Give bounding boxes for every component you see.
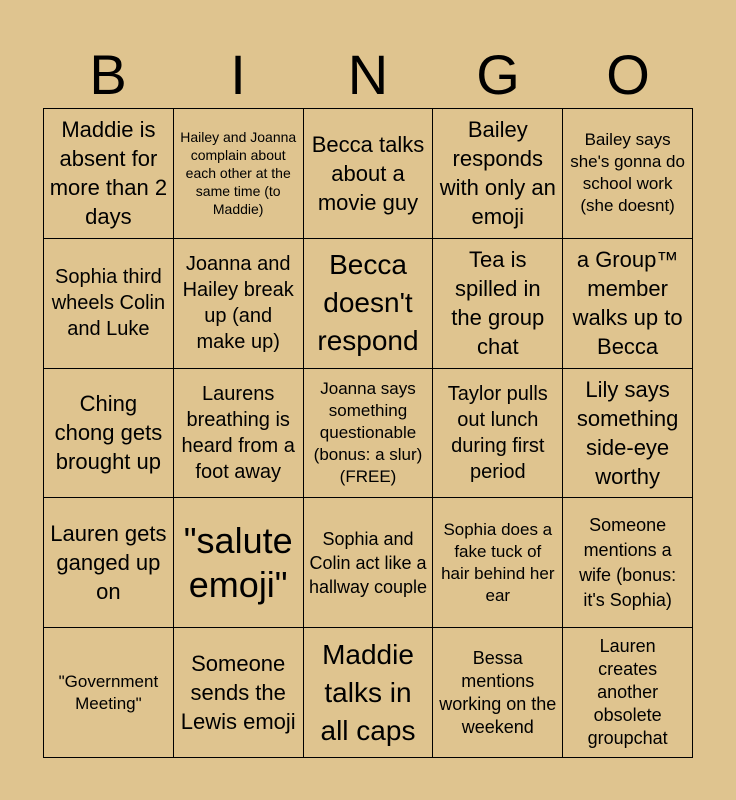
bingo-cell[interactable] bbox=[44, 628, 174, 758]
bingo-cell[interactable] bbox=[304, 109, 434, 239]
bingo-title bbox=[43, 44, 693, 106]
bingo-cell[interactable] bbox=[304, 498, 434, 628]
cell-text: Taylor pulls out lunch during first period bbox=[447, 382, 548, 483]
bingo-cell[interactable] bbox=[563, 239, 693, 369]
cell-text: Sophia and Colin act like a hallway couple bbox=[308, 528, 428, 597]
title-letter-g: G bbox=[476, 43, 520, 106]
bingo-cell[interactable] bbox=[433, 239, 563, 369]
cell-text: Becca doesn't respond bbox=[317, 249, 419, 357]
bingo-cell[interactable] bbox=[44, 369, 174, 499]
cell-text: Someone mentions a wife (bonus: it's Sophia) bbox=[579, 514, 677, 610]
bingo-cell[interactable] bbox=[44, 498, 174, 628]
cell-text: Joanna says something questionable (bonus: a slur) (FREE) bbox=[313, 378, 423, 486]
bingo-cell[interactable] bbox=[433, 109, 563, 239]
bingo-cell[interactable] bbox=[304, 239, 434, 369]
cell-text: Bessa mentions working on the weekend bbox=[439, 647, 557, 737]
bingo-grid bbox=[43, 108, 693, 758]
cell-text: Maddie talks in all caps bbox=[320, 638, 416, 746]
cell-text: "salute emoji" bbox=[183, 519, 293, 605]
bingo-cell[interactable] bbox=[174, 109, 304, 239]
bingo-cell[interactable] bbox=[563, 498, 693, 628]
cell-text: Becca talks about a movie guy bbox=[311, 131, 425, 215]
bingo-cell[interactable] bbox=[174, 498, 304, 628]
cell-text: Ching chong gets brought up bbox=[54, 391, 163, 475]
cell-text: Bailey says she's gonna do school work (she doesnt) bbox=[570, 130, 685, 216]
bingo-cell[interactable] bbox=[563, 628, 693, 758]
bingo-cell[interactable] bbox=[304, 628, 434, 758]
title-letter-o: O bbox=[606, 43, 650, 106]
bingo-cell[interactable] bbox=[563, 109, 693, 239]
cell-text: Sophia does a fake tuck of hair behind her ear bbox=[441, 519, 555, 605]
cell-text: Laurens breathing is heard from a foot away bbox=[181, 382, 295, 483]
bingo-cell[interactable] bbox=[433, 369, 563, 499]
cell-text: Hailey and Joanna complain about each other at the same time (to Maddie) bbox=[180, 129, 297, 218]
cell-text: Lily says something side-eye worthy bbox=[576, 376, 679, 489]
title-letter-i: I bbox=[230, 43, 246, 106]
cell-text: a Group™ member walks up to Becca bbox=[572, 247, 683, 360]
bingo-cell[interactable] bbox=[433, 498, 563, 628]
bingo-cell[interactable] bbox=[174, 239, 304, 369]
cell-text: Bailey responds with only an emoji bbox=[439, 117, 556, 230]
bingo-cell[interactable] bbox=[44, 239, 174, 369]
cell-text: Someone sends the Lewis emoji bbox=[180, 651, 296, 735]
title-letter-b: B bbox=[89, 43, 127, 106]
title-letter-n: N bbox=[347, 43, 389, 106]
cell-text: Lauren creates another obsolete groupchat bbox=[587, 636, 668, 749]
bingo-cell[interactable] bbox=[174, 628, 304, 758]
cell-text: "Government Meeting" bbox=[58, 671, 159, 713]
cell-text: Tea is spilled in the group chat bbox=[451, 247, 545, 360]
cell-text: Lauren gets ganged up on bbox=[50, 521, 167, 605]
cell-text: Maddie is absent for more than 2 days bbox=[49, 117, 168, 230]
bingo-cell[interactable] bbox=[304, 369, 434, 499]
bingo-cell[interactable] bbox=[174, 369, 304, 499]
cell-text: Joanna and Hailey break up (and make up) bbox=[182, 253, 294, 354]
bingo-cell[interactable] bbox=[44, 109, 174, 239]
bingo-cell[interactable] bbox=[563, 369, 693, 499]
bingo-cell[interactable] bbox=[433, 628, 563, 758]
cell-text: Sophia third wheels Colin and Luke bbox=[51, 266, 166, 341]
